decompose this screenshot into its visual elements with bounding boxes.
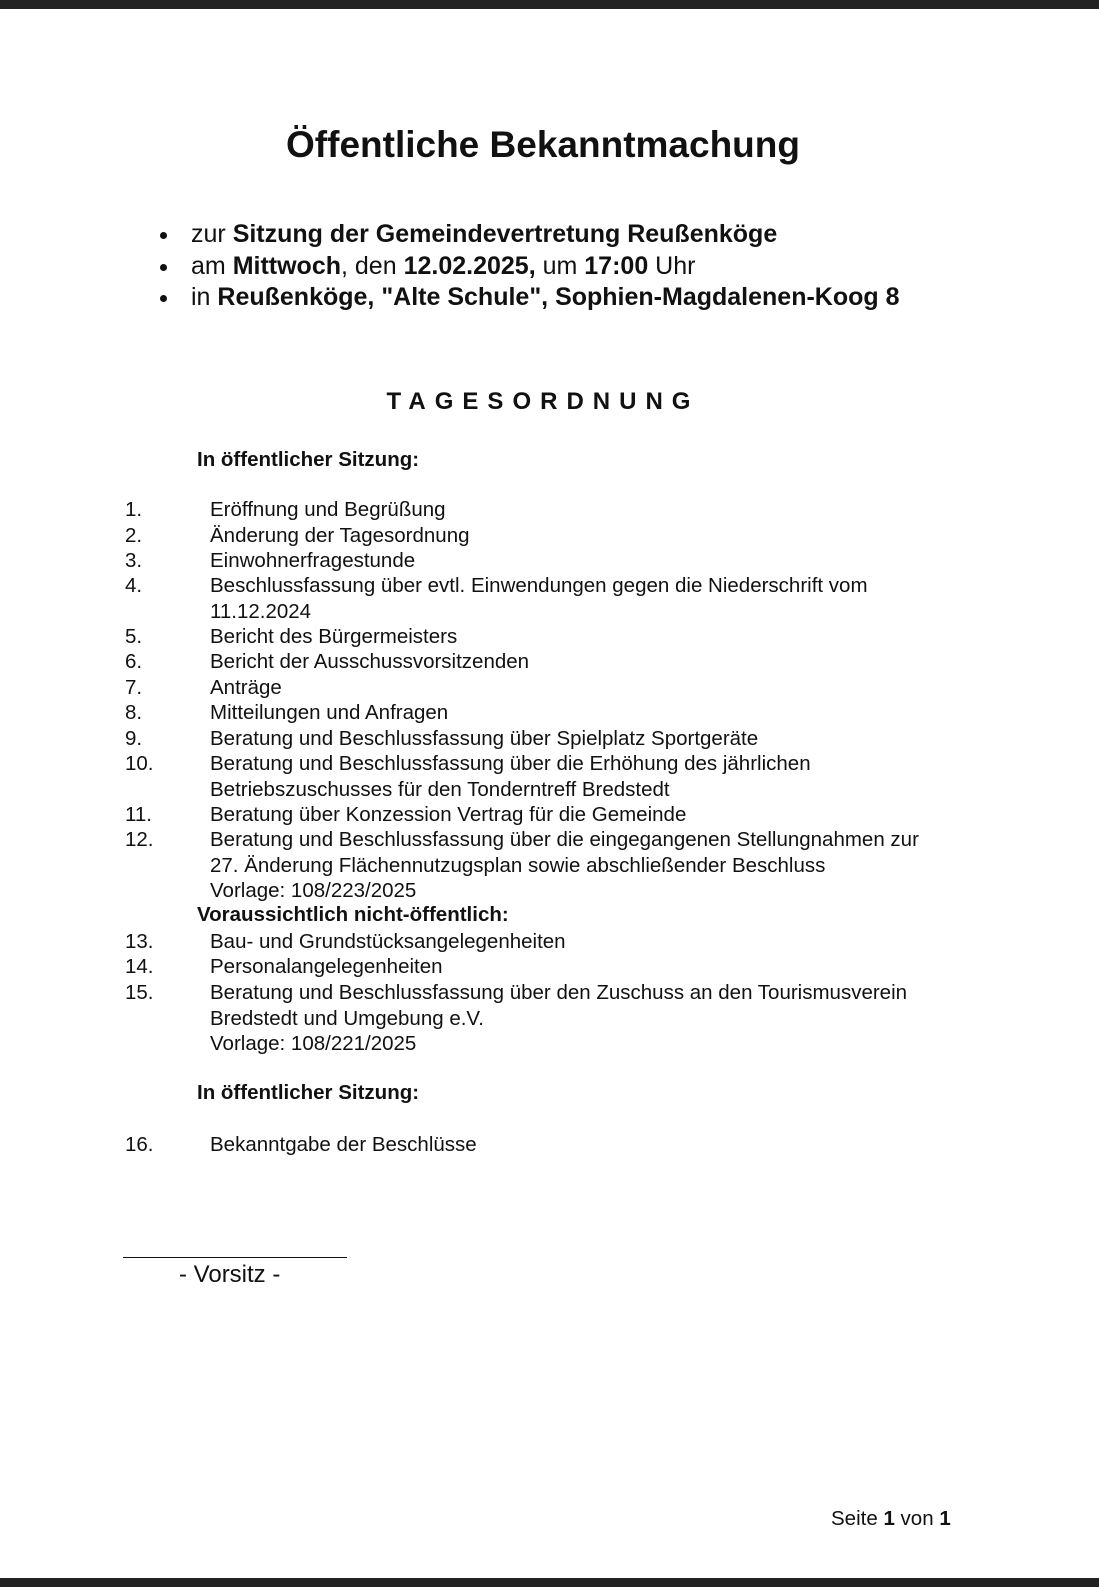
- bottom-border-bar: [0, 1578, 1099, 1587]
- meeting-location: Reußenköge, "Alte Schule", Sophien-Magdalenen-Koog 8: [217, 283, 900, 311]
- agenda-item-number: 15.: [125, 981, 154, 1004]
- agenda-item-text: Personalangelegenheiten: [210, 955, 443, 978]
- agenda-item-text: Beratung und Beschlussfassung über den Zuschuss an den Tourismusverein Bredstedt und Umgebung e.V. Vorlage: 108/221/2025: [210, 980, 1000, 1057]
- agenda-item-text: Beratung über Konzession Vertrag für die Gemeinde: [210, 803, 687, 826]
- section-label-public: In öffentlicher Sitzung:: [197, 1081, 420, 1104]
- agenda-item-number: 4.: [125, 574, 143, 597]
- section-label-nonpublic: Voraussichtlich nicht-öffentlich:: [197, 903, 509, 926]
- meeting-time: 17:00: [584, 251, 649, 280]
- agenda-item-number: 6.: [125, 650, 143, 673]
- agenda-item-number: 14.: [125, 955, 154, 978]
- agenda-item-number: 2.: [125, 524, 143, 547]
- agenda-heading: TAGESORDNUNG: [386, 388, 700, 415]
- agenda-item-text: Änderung der Tagesordnung: [210, 524, 470, 547]
- agenda-item-number: 3.: [125, 549, 143, 572]
- total-pages-number: 1: [939, 1507, 951, 1530]
- agenda-item-number: 1.: [125, 498, 143, 521]
- meeting-details-list: [160, 219, 900, 314]
- document-title: Öffentliche Bekanntmachung: [286, 124, 800, 165]
- meeting-body-name: Sitzung der Gemeindevertretung Reußenköge: [232, 220, 778, 248]
- agenda-item-number: 12.: [125, 828, 154, 851]
- meeting-detail-datetime: am Mittwoch, den 12.02.2025, um 17:00 Uhr: [160, 251, 900, 283]
- current-page-number: 1: [883, 1507, 895, 1530]
- meeting-detail-body: zur Sitzung der Gemeindevertretung Reußenköge: [160, 219, 900, 251]
- signature-line: [123, 1257, 347, 1258]
- agenda-item-number: 5.: [125, 625, 143, 648]
- agenda-item-text: Bericht der Ausschussvorsitzenden: [210, 650, 530, 673]
- agenda-item-text: Bericht des Bürgermeisters: [210, 625, 458, 648]
- agenda-item-reference: Vorlage: 108/223/2025: [210, 879, 417, 902]
- agenda-item-number: 16.: [125, 1133, 154, 1156]
- agenda-item-number: 10.: [125, 752, 154, 775]
- agenda-item-number: 8.: [125, 701, 143, 724]
- meeting-detail-location: in Reußenköge, "Alte Schule", Sophien-Magdalenen-Koog 8: [160, 282, 900, 314]
- agenda-item-number: 7.: [125, 676, 143, 699]
- agenda-item-text: Beschlussfassung über evtl. Einwendungen gegen die Niederschrift vom 11.12.2024: [210, 574, 868, 623]
- agenda-item-text: Beratung und Beschlussfassung über die Erhöhung des jährlichen Betriebszuschusses für den Tonderntreff Bredstedt: [210, 752, 811, 801]
- agenda-item-text: Anträge: [210, 676, 282, 699]
- section-label-public: In öffentlicher Sitzung:: [197, 448, 420, 471]
- agenda-item-number: 9.: [125, 727, 143, 750]
- agenda-item-text: Beratung und Beschlussfassung über Spielplatz Sportgeräte: [210, 727, 759, 750]
- top-border-bar: [0, 0, 1099, 9]
- agenda-item-text: Einwohnerfragestunde: [210, 549, 416, 572]
- signature-label: - Vorsitz -: [179, 1261, 281, 1288]
- agenda-item-text: Bau- und Grundstücksangelegenheiten: [210, 930, 566, 953]
- agenda-item-text: Beratung und Beschlussfassung über die eingegangenen Stellungnahmen zur 27. Änderung Flächennutzugsplan sowie abschließender Beschluss Vorlage: 108/223/2025: [210, 827, 1000, 904]
- agenda-item-number: 11.: [125, 803, 152, 826]
- agenda-item-text: Bekanntgabe der Beschlüsse: [210, 1133, 477, 1156]
- agenda-item-text: Mitteilungen und Anfragen: [210, 701, 449, 724]
- meeting-date: 12.02.2025,: [403, 251, 536, 280]
- agenda-item-text: Eröffnung und Begrüßung: [210, 498, 446, 521]
- page-indicator: Seite 1 von 1: [831, 1507, 951, 1530]
- agenda-item-reference: Vorlage: 108/221/2025: [210, 1032, 417, 1055]
- meeting-weekday: Mittwoch: [232, 251, 342, 280]
- agenda-item-number: 13.: [125, 930, 154, 953]
